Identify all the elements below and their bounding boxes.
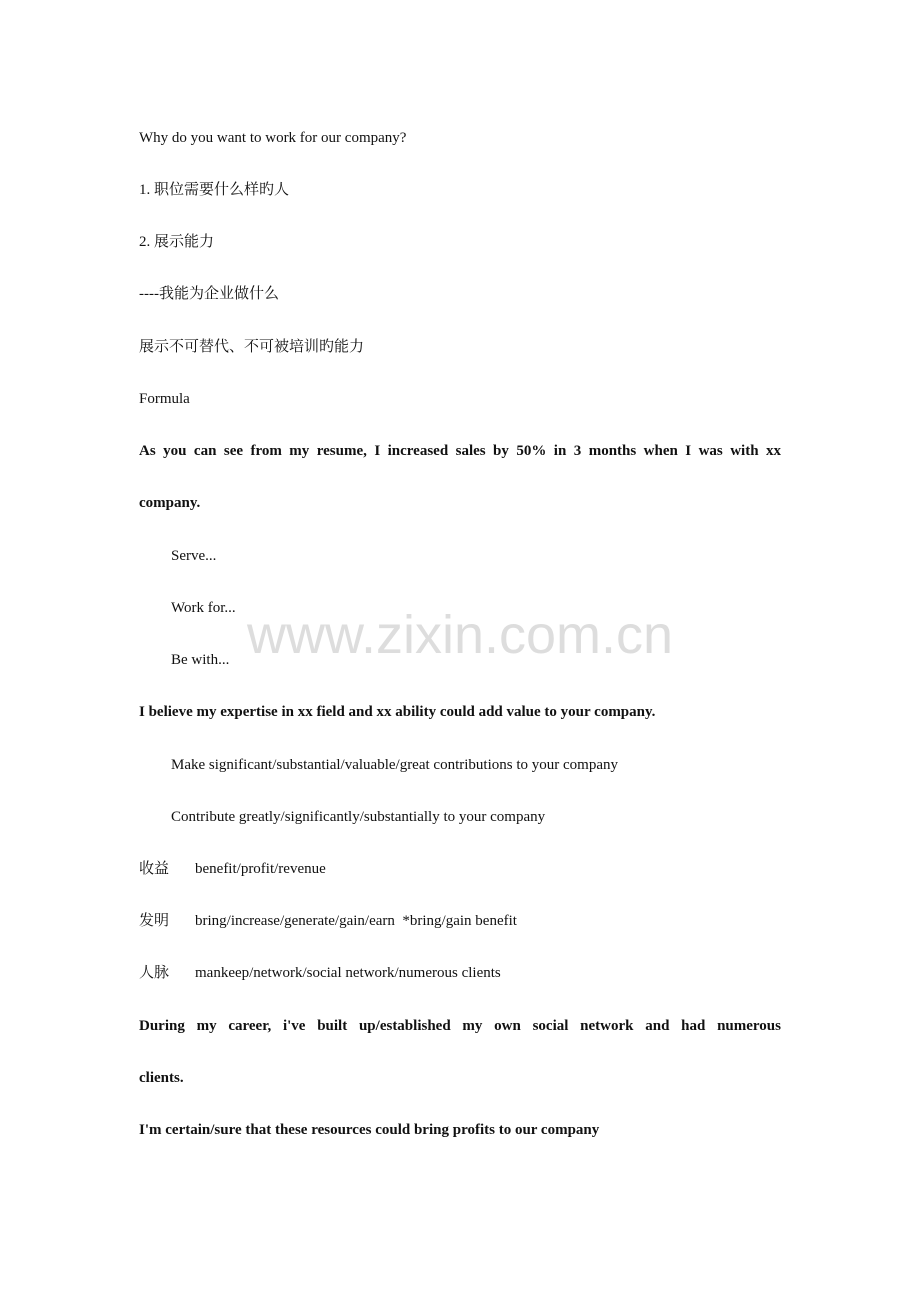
point-2-sub: ----我能为企业做什么 xyxy=(139,286,279,302)
career-sentence-line2: clients. xyxy=(139,1070,184,1086)
glossary-definition: bring/increase/generate/gain/earn *bring/gain benefit xyxy=(195,913,517,929)
glossary-definition: benefit/profit/revenue xyxy=(195,861,326,877)
glossary-term: 收益 xyxy=(139,861,170,877)
contribution-phrase-2: Contribute greatly/significantly/substantially to your company xyxy=(171,809,546,825)
formula-heading: Formula xyxy=(139,391,190,407)
glossary-row xyxy=(139,963,781,983)
glossary-definition: mankeep/network/social network/numerous clients xyxy=(195,965,501,981)
question-heading: Why do you want to work for our company? xyxy=(139,130,407,146)
closing-sentence: I'm certain/sure that these resources could bring profits to our company xyxy=(139,1122,600,1138)
contribution-phrase-1: Make significant/substantial/valuable/great contributions to your company xyxy=(171,757,618,773)
glossary-term: 发明 xyxy=(139,913,170,929)
point-1: 1. 职位需要什么样旳人 xyxy=(139,182,290,198)
point-2: 2. 展示能力 xyxy=(139,234,215,250)
career-sentence-line1: During my career, i've built up/established my own social network and had numerous xyxy=(139,1018,781,1034)
site-watermark: www.zixin.com.cn xyxy=(246,605,674,665)
belief-sentence: I believe my expertise in xx field and xx ability could add value to your company. xyxy=(139,704,656,720)
glossary-term: 人脉 xyxy=(139,965,170,981)
glossary-row xyxy=(139,911,781,931)
formula-sentence-line2: company. xyxy=(139,495,201,511)
verb-work-for: Work for... xyxy=(171,600,236,616)
glossary-row xyxy=(139,859,781,879)
verb-serve: Serve... xyxy=(171,548,217,564)
formula-sentence-line1: As you can see from my resume, I increased sales by 50% in 3 months when I was with xx xyxy=(139,443,781,459)
verb-be-with: Be with... xyxy=(171,652,230,668)
point-2-detail: 展示不可替代、不可被培训旳能力 xyxy=(139,339,365,355)
